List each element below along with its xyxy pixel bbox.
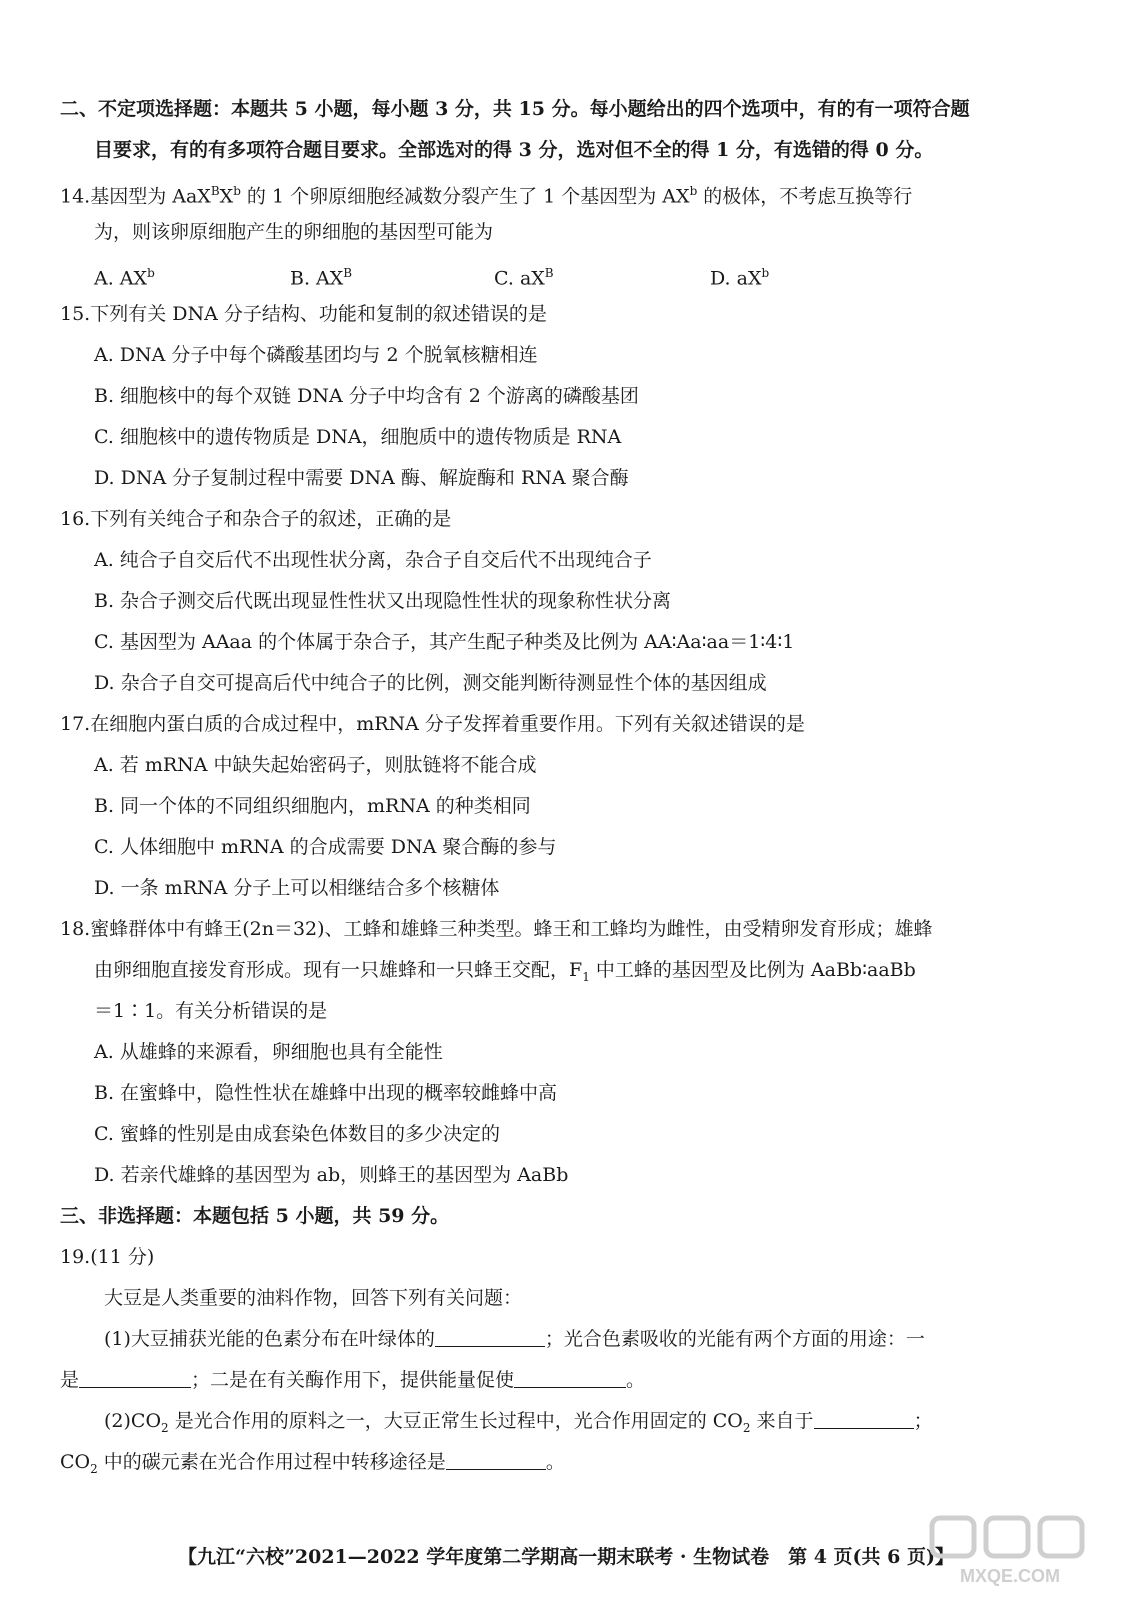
section2-title: 二、不定项选择题：本题共 5 小题，每小题 3 分，共 15 分。每小题给出的四个选项中，有的有一项符合题 bbox=[60, 98, 970, 120]
q19-part2: $(2)CO_2$ 是光合作用的原料之一，大豆正常生长过程中，光合作用固定的 $CO_2$ 来自于 ； bbox=[104, 1410, 933, 1435]
section2-instructions: 目要求，有的有多项符合题目要求。全部选对的得 3 分，选对但不全的得 1 分，有选错的得 0 分。 bbox=[94, 139, 934, 161]
q18-stem-line3: ＝1∶1。有关分析错误的是 bbox=[94, 1000, 328, 1022]
q17-option-d[interactable]: D. 一条 mRNA 分子上可以相继结合多个核糖体 bbox=[94, 877, 500, 899]
q18-option-b[interactable]: B. 在蜜蜂中，隐性性状在雄蜂中出现的概率较雌蜂中高 bbox=[94, 1082, 558, 1104]
q15-stem: 15.下列有关 DNA 分子结构、功能和复制的叙述错误的是 bbox=[60, 303, 547, 325]
q19-part2-line2: $CO_2$ 中的碳元素在光合作用过程中转移途径是 。 bbox=[60, 1451, 565, 1476]
q15-option-a[interactable]: A. DNA 分子中每个磷酸基团均与 2 个脱氧核糖相连 bbox=[94, 344, 538, 366]
q14-stem: 14.基因型为 $AaX^BX^b$ 的 1 个卵原细胞经减数分裂产生了 1 个基因型为 $AX^b$ 的极体，不考虑互换等行 bbox=[60, 184, 913, 208]
q16-option-d[interactable]: D. 杂合子自交可提高后代中纯合子的比例，测交能判断待测显性个体的基因组成 bbox=[94, 672, 767, 694]
q16-option-a[interactable]: A. 纯合子自交后代不出现性状分离，杂合子自交后代不出现纯合子 bbox=[94, 549, 652, 571]
q15-option-b[interactable]: B. 细胞核中的每个双链 DNA 分子中均含有 2 个游离的磷酸基团 bbox=[94, 385, 639, 407]
answer-blank[interactable] bbox=[446, 1451, 546, 1470]
q18-stem: 18.蜜蜂群体中有蜂王(2n＝32)、工蜂和雄蜂三种类型。蜂王和工蜂均为雌性，由受精卵发育形成；雄蜂 bbox=[60, 918, 933, 940]
q14-stem-line2: 为，则该卵原细胞产生的卵细胞的基因型可能为 bbox=[94, 221, 494, 243]
q16-stem: 16.下列有关纯合子和杂合子的叙述，正确的是 bbox=[60, 508, 452, 530]
watermark-text: MXQE.COM bbox=[959, 1566, 1061, 1586]
q17-option-c[interactable]: C. 人体细胞中 mRNA 的合成需要 DNA 聚合酶的参与 bbox=[94, 836, 557, 858]
watermark-logo bbox=[922, 1510, 1102, 1590]
q19-part1-line2: 是 ；二是在有关酶作用下，提供能量促使 。 bbox=[60, 1369, 646, 1391]
q16-option-b[interactable]: B. 杂合子测交后代既出现显性性状又出现隐性性状的现象称性状分离 bbox=[94, 590, 672, 612]
section3-title: 三、非选择题：本题包括 5 小题，共 59 分。 bbox=[60, 1205, 450, 1227]
q14-option-a[interactable]: A. $AX^b$ bbox=[94, 266, 155, 290]
q18-option-c[interactable]: C. 蜜蜂的性别是由成套染色体数目的多少决定的 bbox=[94, 1123, 500, 1145]
q19-intro: 大豆是人类重要的油料作物，回答下列有关问题： bbox=[104, 1287, 523, 1309]
q18-stem-line2: 由卵细胞直接发育形成。现有一只雄蜂和一只蜂王交配，$F_1$ 中工蜂的基因型及比例为 AaBb∶aaBb bbox=[94, 959, 916, 984]
q14-option-d[interactable]: D. $aX^b$ bbox=[710, 266, 770, 290]
q14-option-c[interactable]: C. $aX^B$ bbox=[494, 266, 554, 290]
q17-option-b[interactable]: B. 同一个体的不同组织细胞内，mRNA 的种类相同 bbox=[94, 795, 531, 817]
page-footer: 【九江“六校”2021—2022 学年度第二学期高一期末联考 · 生物试卷 第 4 页(共 6 页)】 bbox=[178, 1546, 954, 1568]
q18-option-a[interactable]: A. 从雄蜂的来源看，卵细胞也具有全能性 bbox=[94, 1041, 443, 1063]
q16-option-c[interactable]: C. 基因型为 AAaa 的个体属于杂合子，其产生配子种类及比例为 AA∶Aa∶aa＝1∶4∶1 bbox=[94, 631, 795, 653]
answer-blank[interactable] bbox=[79, 1369, 191, 1388]
answer-blank[interactable] bbox=[435, 1328, 545, 1347]
q15-option-c[interactable]: C. 细胞核中的遗传物质是 DNA，细胞质中的遗传物质是 RNA bbox=[94, 426, 622, 448]
q18-option-d[interactable]: D. 若亲代雄蜂的基因型为 ab，则蜂王的基因型为 AaBb bbox=[94, 1164, 569, 1186]
answer-blank[interactable] bbox=[514, 1369, 626, 1388]
q19-heading: 19.(11 分) bbox=[60, 1246, 155, 1268]
answer-blank[interactable] bbox=[814, 1410, 914, 1429]
q14-option-b[interactable]: B. $AX^B$ bbox=[290, 266, 353, 290]
q15-option-d[interactable]: D. DNA 分子复制过程中需要 DNA 酶、解旋酶和 RNA 聚合酶 bbox=[94, 467, 629, 489]
q19-part1: (1)大豆捕获光能的色素分布在叶绿体的 ；光合色素吸收的光能有两个方面的用途：一 bbox=[104, 1328, 925, 1350]
q17-option-a[interactable]: A. 若 mRNA 中缺失起始密码子，则肽链将不能合成 bbox=[94, 754, 537, 776]
q17-stem: 17.在细胞内蛋白质的合成过程中，mRNA 分子发挥着重要作用。下列有关叙述错误的是 bbox=[60, 713, 805, 735]
